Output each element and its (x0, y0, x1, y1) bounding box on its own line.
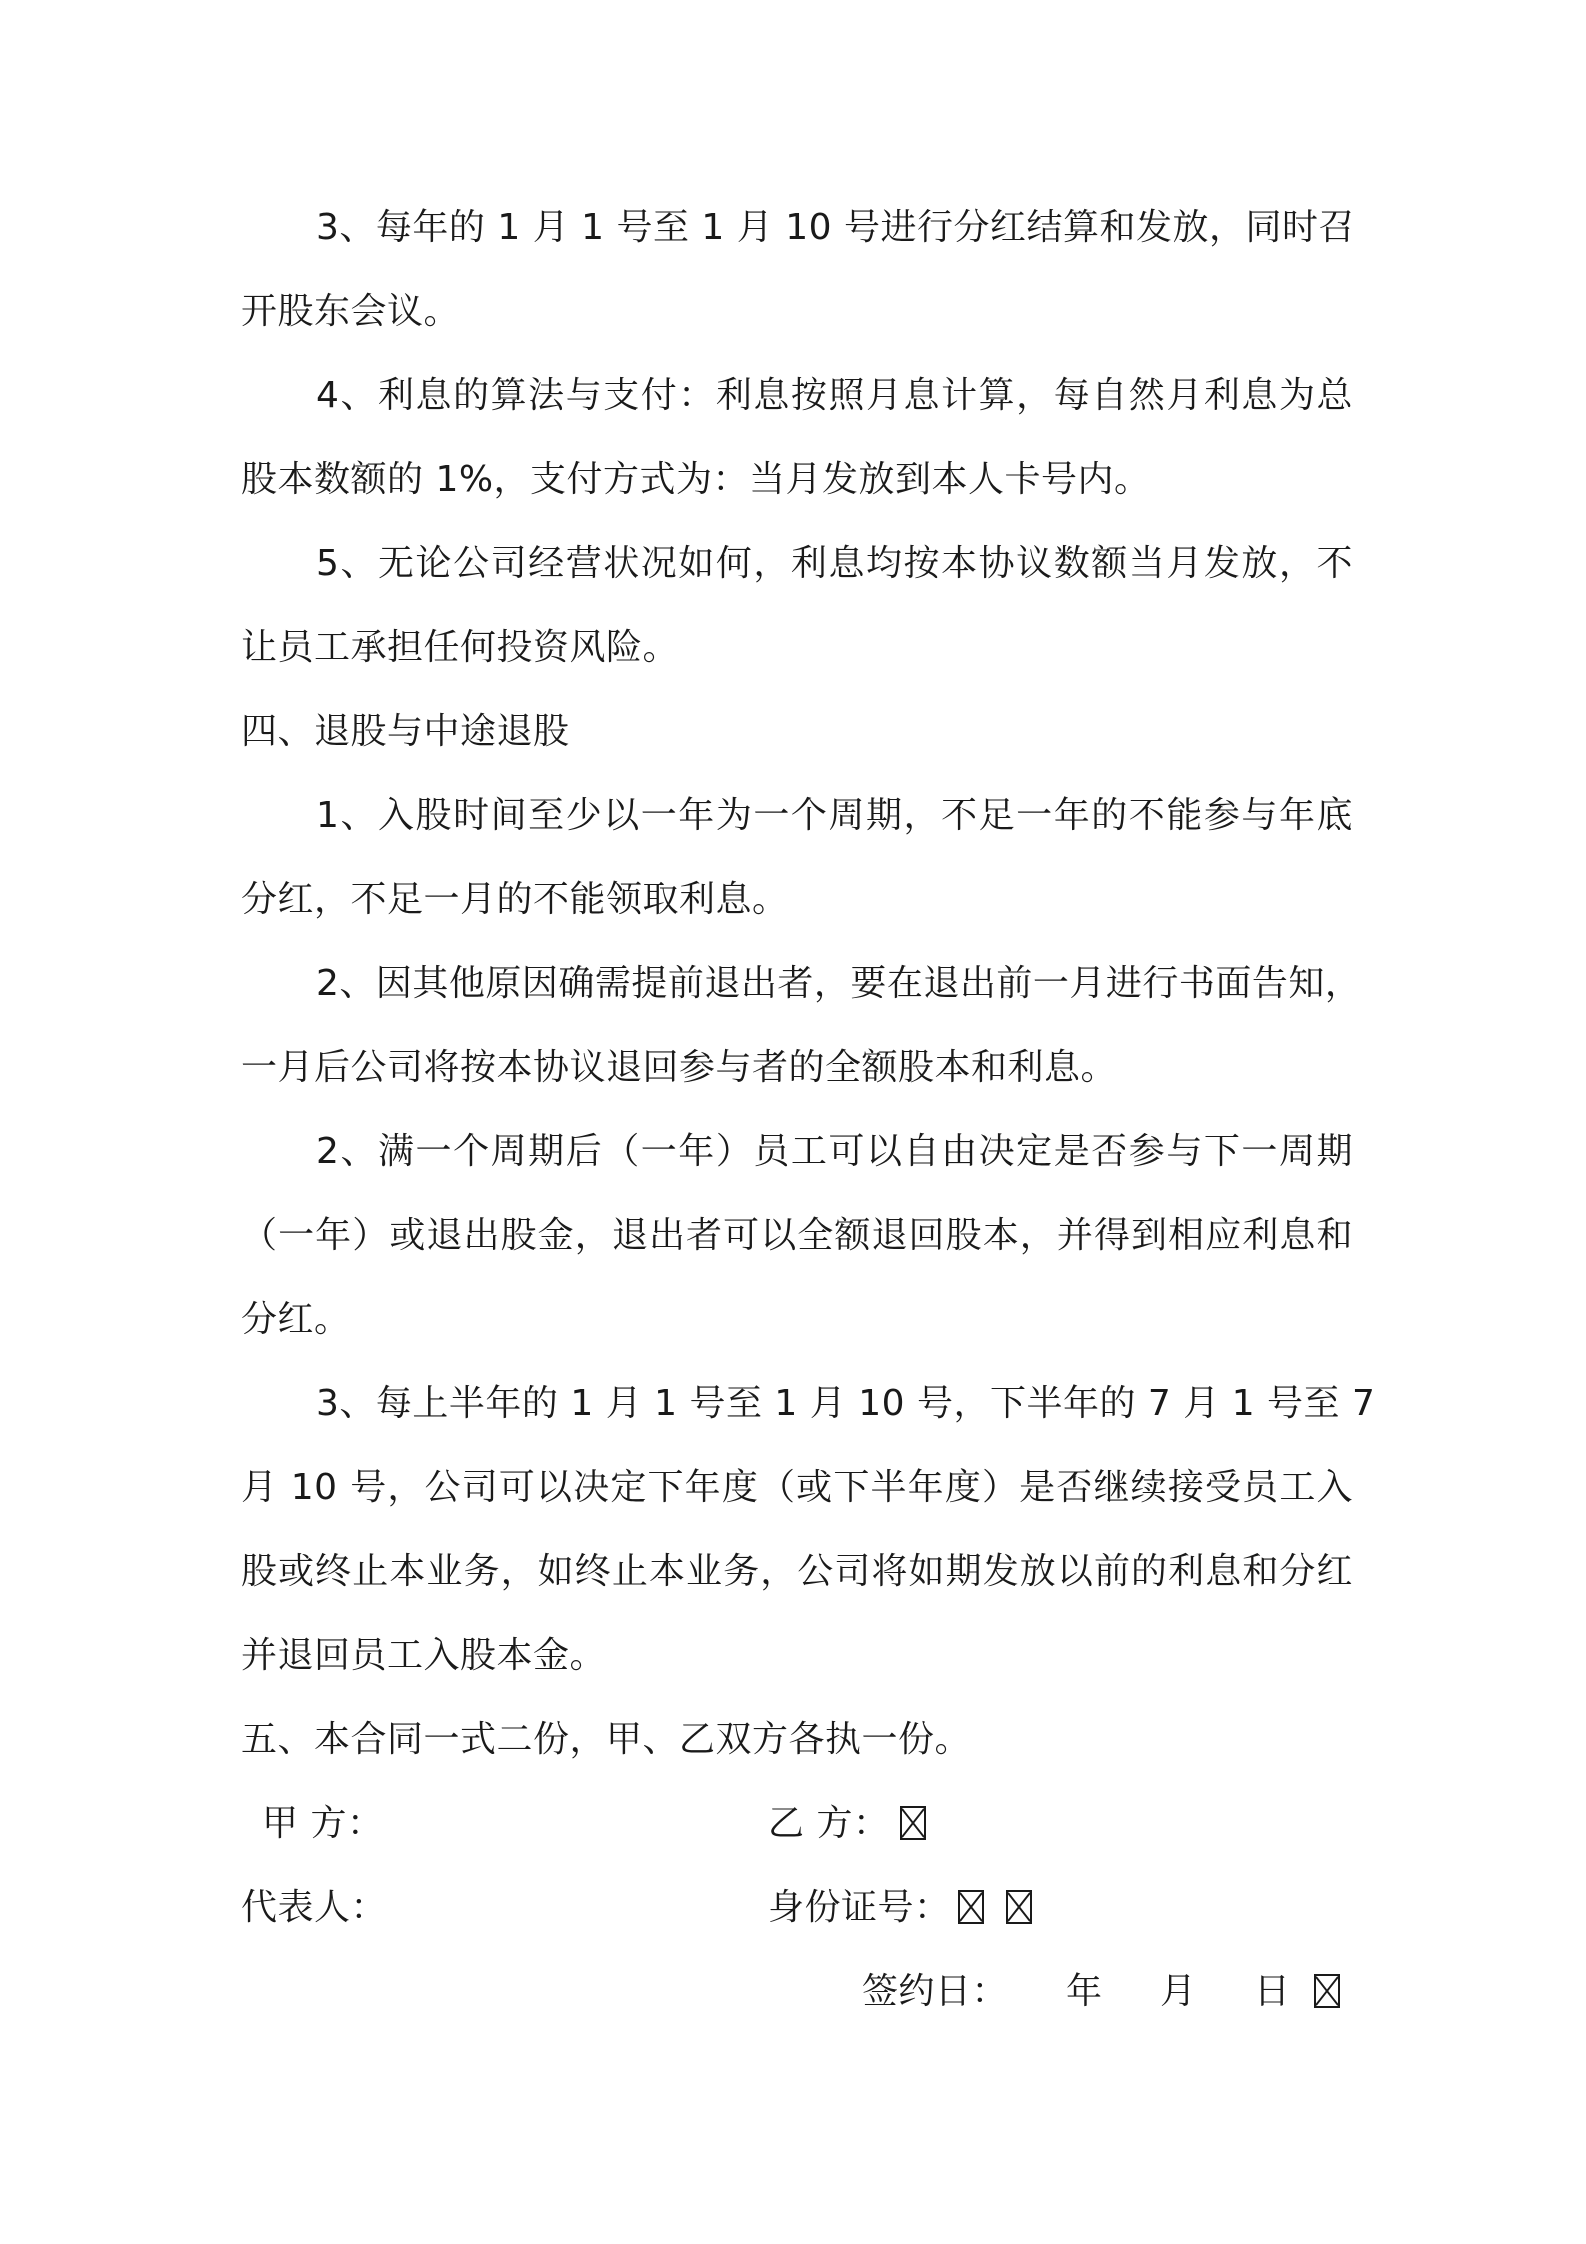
party-a-label: 甲 方： (262, 1803, 384, 1844)
section-4-title: 四、退股与中途退股 (241, 711, 570, 752)
section-4-item-4-line-2: 月 10 号，公司可以决定下年度（或下半年度）是否继续接受员工入 (241, 1467, 1353, 1508)
party-b-label: 乙 方： (768, 1803, 890, 1844)
sign-date-label: 签约日： (862, 1971, 1009, 2012)
clause-5-line-2: 让员工承担任何投资风险。 (241, 627, 680, 668)
sign-date-month: 月 (1160, 1971, 1197, 2012)
section-4-item-1-line-1: 1、入股时间至少以一年为一个周期，不足一年的不能参与年底 (316, 795, 1353, 836)
section-4-item-4-line-1: 3、每上半年的 1 月 1 号至 1 月 10 号，下半年的 7 月 1 号至 7 (316, 1383, 1376, 1424)
section-4-item-3-line-3: 分红。 (241, 1299, 351, 1340)
section-4-item-2-line-1: 2、因其他原因确需提前退出者，要在退出前一月进行书面告知， (316, 963, 1362, 1004)
missing-glyph-box-icon (900, 1806, 926, 1840)
clause-5-line-1: 5、无论公司经营状况如何，利息均按本协议数额当月发放，不 (316, 543, 1353, 584)
missing-glyph-box-icon (1006, 1890, 1032, 1924)
section-4-item-2-line-2: 一月后公司将按本协议退回参与者的全额股本和利息。 (241, 1047, 1118, 1088)
clause-3-line-1: 3、每年的 1 月 1 号至 1 月 10 号进行分红结算和发放，同时召 (316, 207, 1355, 248)
section-4-item-3-line-2: （一年）或退出股金，退出者可以全额退回股本，并得到相应利息和 (241, 1215, 1353, 1256)
id-number-label: 身份证号： (768, 1887, 951, 1928)
sign-date-year: 年 (1066, 1971, 1103, 2012)
missing-glyph-box-icon (1314, 1974, 1340, 2008)
sign-date-day: 日 (1254, 1971, 1291, 2012)
section-5-title: 五、本合同一式二份，甲、乙双方各执一份。 (241, 1719, 972, 1760)
section-4-item-4-line-3: 股或终止本业务，如终止本业务，公司将如期发放以前的利息和分红 (241, 1551, 1353, 1592)
section-4-item-1-line-2: 分红，不足一月的不能领取利息。 (241, 879, 789, 920)
missing-glyph-box-icon (958, 1890, 984, 1924)
section-4-item-3-line-1: 2、满一个周期后（一年）员工可以自由决定是否参与下一周期 (316, 1131, 1353, 1172)
clause-3-line-2: 开股东会议。 (241, 291, 461, 332)
representative-label: 代表人： (241, 1887, 388, 1928)
section-4-item-4-line-4: 并退回员工入股本金。 (241, 1635, 607, 1676)
clause-4-line-2: 股本数额的 1%，支付方式为：当月发放到本人卡号内。 (241, 459, 1151, 500)
clause-4-line-1: 4、利息的算法与支付：利息按照月息计算，每自然月利息为总 (316, 375, 1353, 416)
